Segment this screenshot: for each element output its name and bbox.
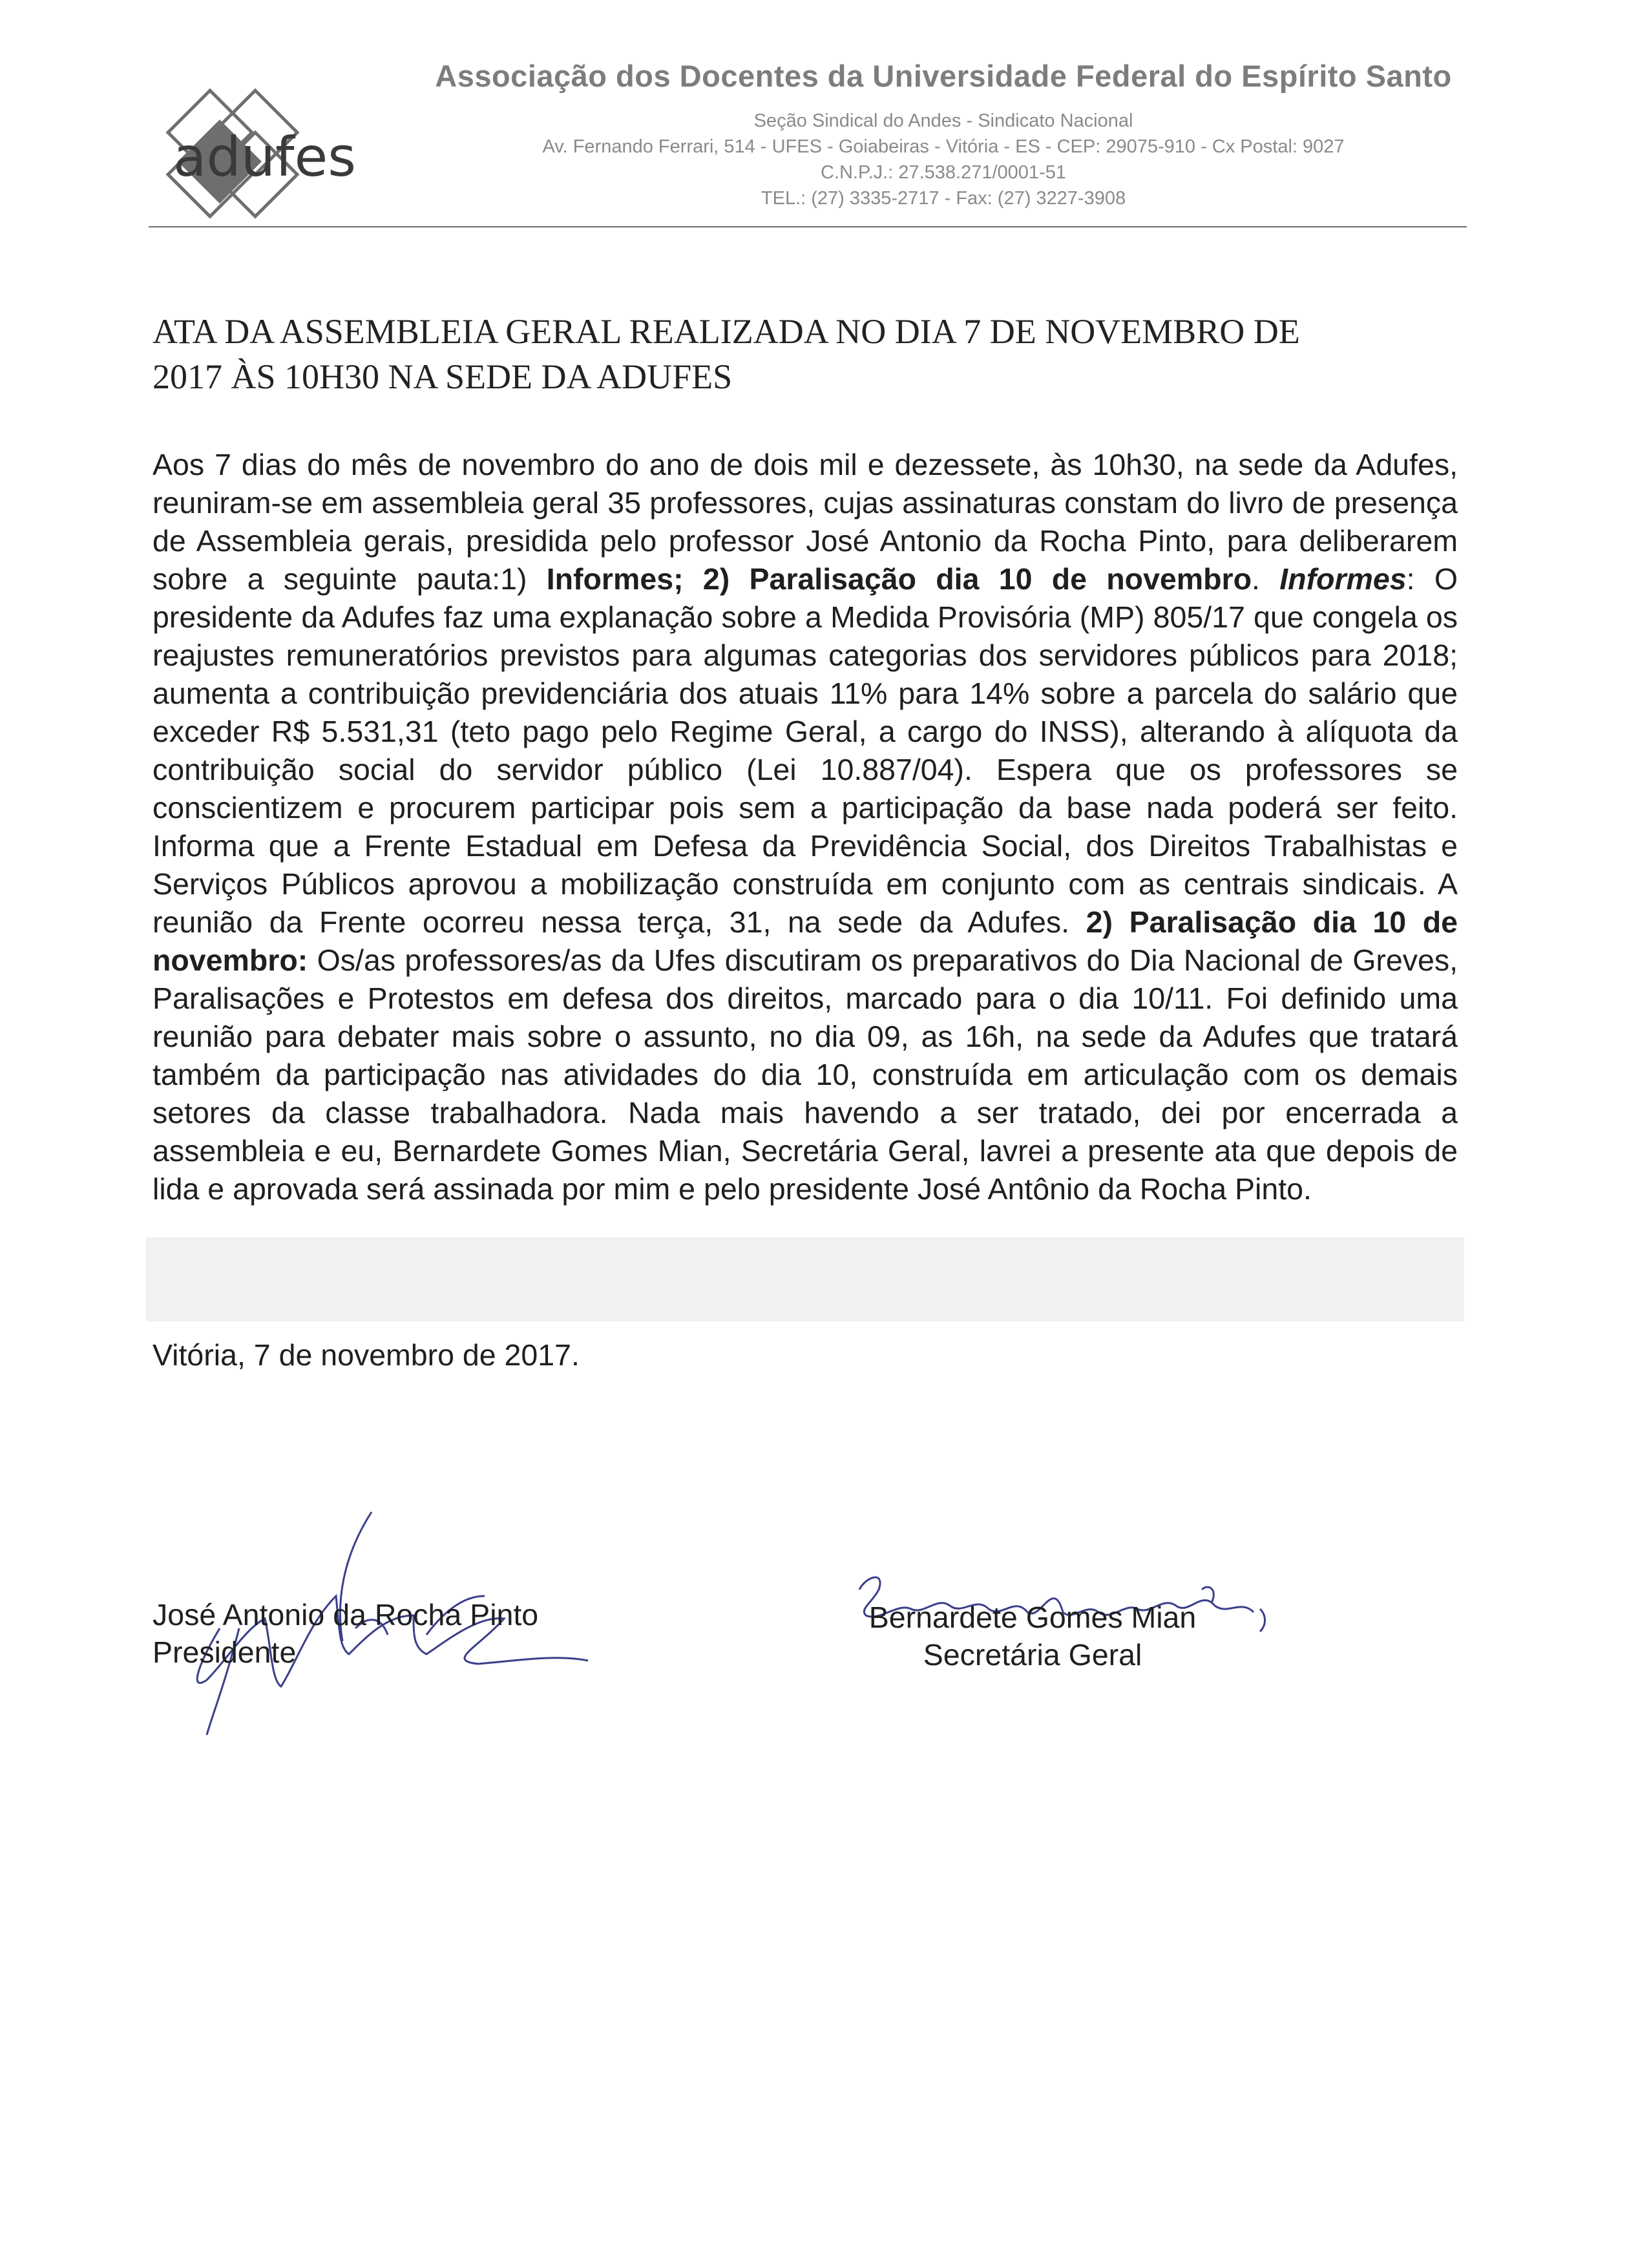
logo-wordmark: adufes — [173, 125, 357, 189]
president-name: José Antonio da Rocha Pinto — [152, 1598, 539, 1632]
header-divider — [149, 226, 1467, 227]
adufes-logo — [149, 65, 407, 233]
president-signature-block — [152, 1596, 538, 1671]
body-text-2: . — [1252, 562, 1280, 596]
organization-info — [420, 58, 1467, 211]
body-text-1: Aos 7 dias do mês de novembro do ano de dois mil e dezessete, às 10h30, na sede da Adufes, reuniram-se em assembleia geral 35 professores, cujas assinaturas constam do livro de presença de Assembleia gerais, presidida pelo professor José Antonio da Rocha Pinto, para deliberarem sobre a seguinte pauta:1) — [152, 448, 1458, 596]
phone-fax: TEL.: (27) 3335-2717 - Fax: (27) 3227-3908 — [761, 188, 1126, 209]
secretary-signature-block — [858, 1599, 1207, 1674]
place-and-date: Vitória, 7 de novembro de 2017. — [152, 1338, 580, 1372]
informes-heading: Informes — [1279, 562, 1407, 596]
letterhead — [149, 58, 1467, 246]
secretary-role: Secretária Geral — [923, 1638, 1142, 1672]
organization-name: Associação dos Docentes da Universidade Federal do Espírito Santo — [435, 59, 1452, 93]
scan-shading — [146, 1237, 1464, 1321]
union-section: Seção Sindical do Andes - Sindicato Nacional — [753, 110, 1133, 131]
document-title — [152, 309, 1471, 399]
item2-heading: 2) Paralisação dia 10 de novembro: — [152, 905, 1458, 977]
president-role: Presidente — [152, 1635, 297, 1669]
minutes-body — [152, 446, 1458, 1208]
cnpj: C.N.P.J.: 27.538.271/0001-51 — [821, 162, 1066, 183]
body-text-4: Os/as professores/as da Ufes discutiram os preparativos do Dia Nacional de Greves, Paralisações e Protestos em defesa dos direitos, marcado para o dia 10/11. Foi definido uma reunião para debater mais sobre o assunto, no dia 09, as 16h, na sede da Adufes que tratará também da participação nas atividades do dia 10, construída em articulação com os demais setores da classe trabalhadora. Nada mais havendo a ser tratado, dei por encerrada a assembleia e eu, Bernardete Gomes Mian, Secretária Geral, lavrei a presente ata que depois de lida e aprovada será assinada por mim e pelo presidente José Antônio da Rocha Pinto. — [152, 943, 1458, 1206]
title-line-1: ATA DA ASSEMBLEIA GERAL REALIZADA NO DIA 7 DE NOVEMBRO DE — [152, 312, 1300, 351]
title-line-2: 2017 ÀS 10H30 NA SEDE DA ADUFES — [152, 357, 733, 396]
secretary-name: Bernardete Gomes Mian — [868, 1601, 1197, 1634]
address: Av. Fernando Ferrari, 514 - UFES - Goiabeiras - Vitória - ES - CEP: 29075-910 - Cx Postal: 9027 — [542, 136, 1345, 157]
body-text-3: : O presidente da Adufes faz uma explanação sobre a Medida Provisória (MP) 805/17 que congela os reajustes remuneratórios previstos para algumas categorias dos servidores públicos para 2018; aumenta a contribuição previdenciária dos atuais 11% para 14% sobre a parcela do salário que exceder R$ 5.531,31 (teto pago pelo Regime Geral, a cargo do INSS), alterando à alíquota da contribuição social do servidor público (Lei 10.887/04). Espera que os professores se conscientizem e procurem participar pois sem a participação da base nada poderá ser feito. Informa que a Frente Estadual em Defesa da Previdência Social, dos Direitos Trabalhistas e Serviços Públicos aprovou a mobilização construída em conjunto com as centrais sindicais. A reunião da Frente ocorreu nessa terça, 31, na sede da Adufes. — [152, 562, 1458, 939]
agenda-items: Informes; 2) Paralisação dia 10 de novembro — [546, 562, 1252, 596]
